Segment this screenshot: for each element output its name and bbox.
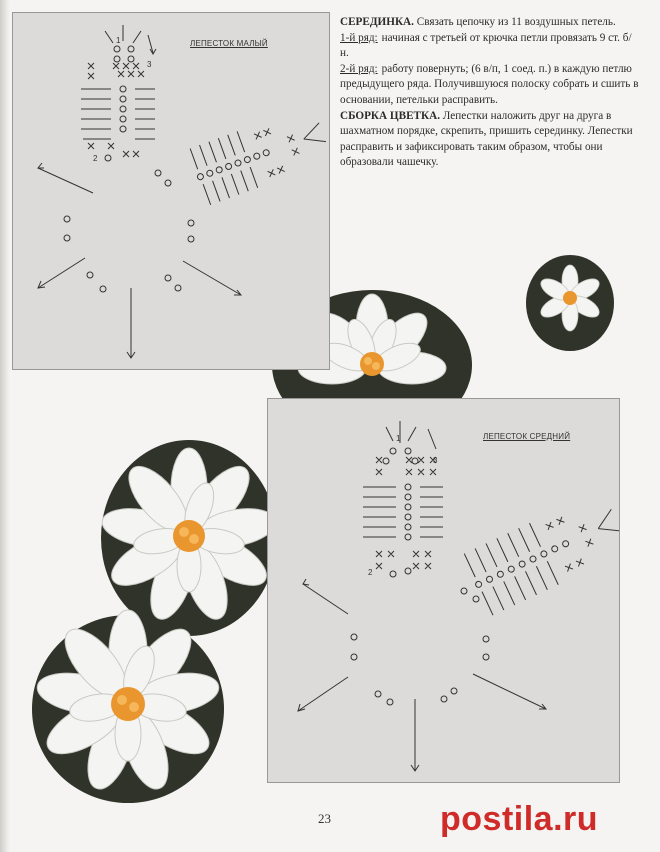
- diagram-medium-title: ЛЕПЕСТОК СРЕДНИЙ: [483, 432, 571, 441]
- row2-text: работу повернуть; (6 в/п, 1 соед. п.) в каждую петлю предыдущего ряда. Получившуюся полоску собрать и сшить в основании, петельки расправить.: [340, 62, 639, 106]
- row1-paragraph: [340, 31, 640, 62]
- medium-label-2: 2: [368, 568, 373, 577]
- diagram-medium-petal: [267, 398, 620, 783]
- flower-photo-bottom: [28, 607, 228, 807]
- book-spine-shadow: [0, 0, 10, 852]
- row2-paragraph: [340, 62, 640, 109]
- small-label-1: 1: [116, 36, 121, 45]
- medium-petal-chart: [268, 399, 619, 782]
- page-number: 23: [318, 811, 331, 826]
- medium-label-3: 3: [433, 456, 438, 465]
- row1-text: начиная с третьей от крючка петли провязать 9 ст. б/н.: [340, 31, 632, 60]
- assembly-paragraph: [340, 109, 640, 171]
- center-heading: СЕРЕДИНКА.: [340, 16, 414, 28]
- diagram-small-title: ЛЕПЕСТОК МАЛЫЙ: [190, 39, 268, 48]
- center-intro: Связать цепочку из 11 воздушных петель.: [416, 16, 616, 28]
- watermark-logo: postila.ru: [440, 800, 599, 838]
- instructions-text: [340, 15, 640, 171]
- medium-label-1: 1: [396, 434, 401, 443]
- small-label-2: 2: [93, 154, 98, 163]
- small-label-3: 3: [147, 60, 152, 69]
- diagram-small-petal: [12, 12, 330, 370]
- small-petal-chart: [13, 13, 329, 369]
- center-paragraph: [340, 15, 640, 31]
- row1-label: 1-й ряд:: [340, 31, 378, 44]
- assembly-heading: СБОРКА ЦВЕТКА.: [340, 109, 440, 122]
- row2-label: 2-й ряд:: [340, 62, 378, 75]
- assembly-text: Лепестки наложить друг на друга в шахматном порядке, скрепить, пришить серединку. Лепестки расправить и зафиксировать таким образом, чтобы они образовали чашечку.: [340, 109, 633, 169]
- flower-photo-small: [525, 253, 615, 353]
